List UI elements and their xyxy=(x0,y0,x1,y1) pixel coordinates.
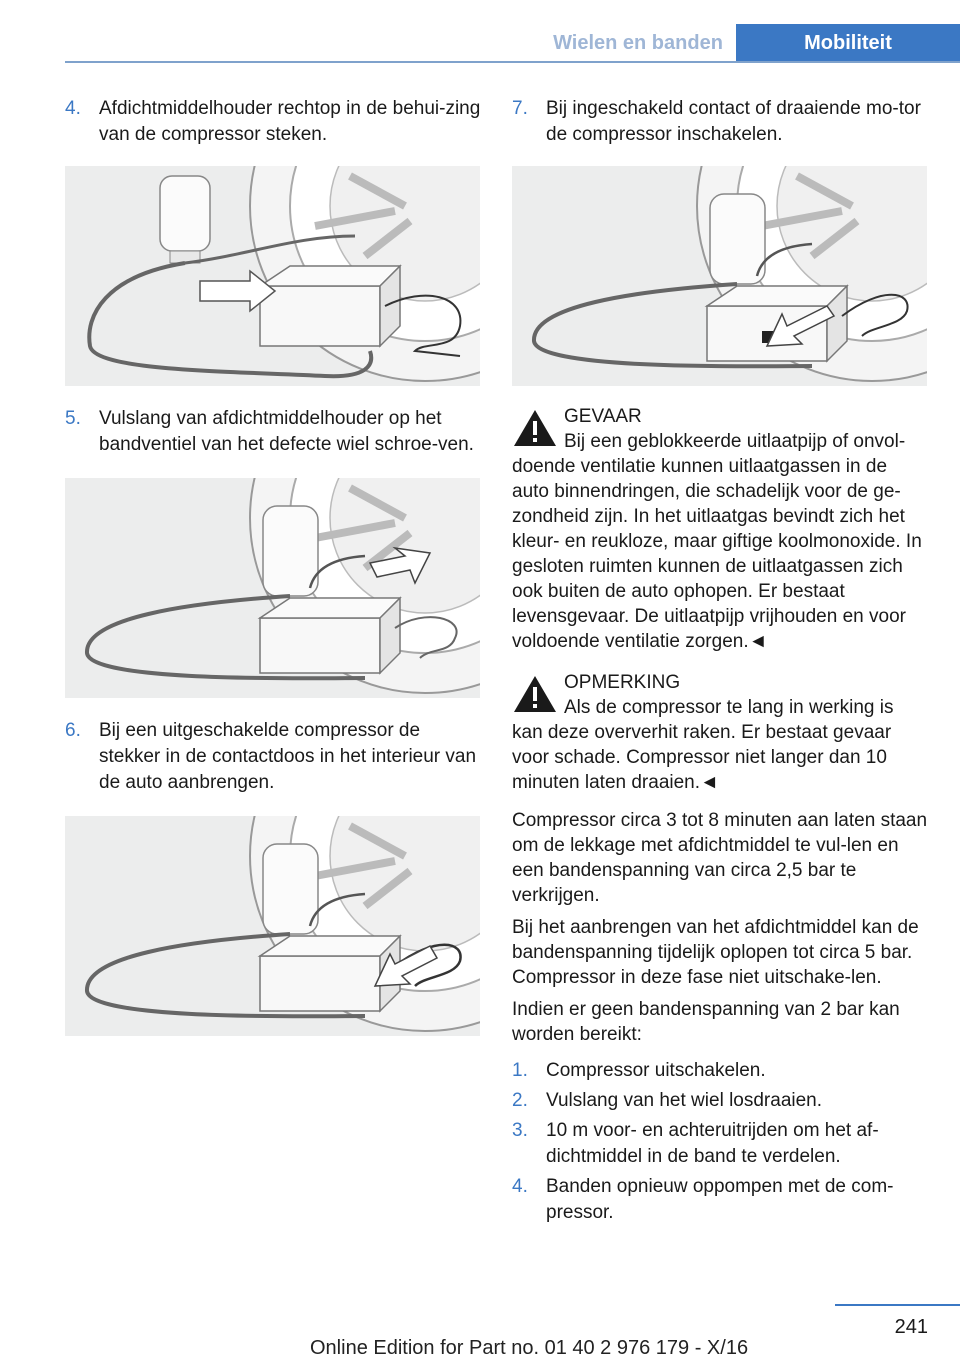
figure-switch-on xyxy=(512,166,927,386)
step-text: Bij ingeschakeld contact of draaiende mo-tor de compressor inschakelen. xyxy=(546,98,921,145)
step-number: 7. xyxy=(512,98,528,119)
step-4 xyxy=(65,96,481,148)
page-header xyxy=(0,0,960,64)
note-title: OPMERKING xyxy=(564,672,681,693)
warning-body: doende ventilatie kunnen uitlaatgassen in de auto binnendringen, die schadelijk voor de ge-zondheid zijn. In het uitlaatgas bevindt zich het kleur- en reukloze, maar giftige koolmonoxide. In gesloten ruimten kunnen de uitlaatgassen zich ook buiten de auto ophopen. Er bestaat levensgevaar. De uitlaatpijp vrijhouden en voor voldoende ventilatie zorgen.◄ xyxy=(512,456,922,652)
step-6 xyxy=(65,718,481,796)
left-column xyxy=(65,96,481,1036)
step-text: Banden opnieuw oppompen met de com-pressor. xyxy=(546,1176,894,1223)
step-text: 10 m voor- en achteruitrijden om het af-dichtmiddel in de band te verdelen. xyxy=(546,1120,879,1167)
step-text: Bij een uitgeschakelde compressor de stekker in de contactdoos in het interieur van de auto aanbrengen. xyxy=(99,720,477,793)
step-7 xyxy=(512,96,928,148)
figure-connect-hose xyxy=(65,478,480,698)
sub-step-3 xyxy=(512,1118,928,1170)
step-text: Afdichtmiddelhouder rechtop in de behui-zing van de compressor steken. xyxy=(99,98,481,145)
figure-insert-canister xyxy=(65,166,480,386)
header-rule xyxy=(65,61,960,63)
step-number: 4. xyxy=(512,1176,528,1197)
step-number: 2. xyxy=(512,1090,528,1111)
step-number: 1. xyxy=(512,1060,528,1081)
sub-step-list xyxy=(512,1058,928,1226)
step-5 xyxy=(65,406,481,458)
step-text: Compressor uitschakelen. xyxy=(546,1060,766,1081)
edition-note: Online Edition for Part no. 01 40 2 976 179 - X/16 xyxy=(310,1337,749,1359)
warning-first-line: Bij een geblokkeerde uitlaatpijp of onvol- xyxy=(564,431,906,452)
danger-warning xyxy=(512,404,928,654)
page-number: 241 xyxy=(894,1316,928,1338)
paragraph-no-pressure: Indien er geen bandenspanning van 2 bar kan worden bereikt: xyxy=(512,999,900,1045)
step-number: 3. xyxy=(512,1120,528,1141)
paragraph-compressor-duration: Compressor circa 3 tot 8 minuten aan laten staan om de lekkage met afdichtmiddel te vul-len en een bandenspanning van circa 2,5 bar te verkrijgen. xyxy=(512,810,928,906)
note-body: kan deze oververhit raken. Er bestaat gevaar voor schade. Compressor niet langer dan 10 minuten laten draaien.◄ xyxy=(512,722,892,793)
step-number: 4. xyxy=(65,98,81,119)
warning-triangle-icon xyxy=(512,408,558,448)
right-column xyxy=(512,96,928,1226)
footer-rule xyxy=(835,1304,960,1306)
section-tab[interactable]: Wielen en banden xyxy=(553,32,723,54)
sub-step-1 xyxy=(512,1058,928,1084)
step-number: 6. xyxy=(65,720,81,741)
note-first-line: Als de compressor te lang in werking is xyxy=(564,697,894,718)
note-warning xyxy=(512,670,928,795)
paragraph-pressure-rise: Bij het aanbrengen van het afdichtmiddel kan de bandenspanning tijdelijk oplopen tot circa 5 bar. Compressor in deze fase niet uitschake-len. xyxy=(512,917,919,988)
chapter-tab[interactable]: Mobiliteit xyxy=(736,24,960,63)
warning-title: GEVAAR xyxy=(564,406,642,427)
step-text: Vulslang van het wiel losdraaien. xyxy=(546,1090,823,1111)
step-text: Vulslang van afdichtmiddelhouder op het bandventiel van het defecte wiel schroe-ven. xyxy=(99,408,474,455)
sub-step-2 xyxy=(512,1088,928,1114)
warning-triangle-icon xyxy=(512,674,558,714)
sub-step-4 xyxy=(512,1174,928,1226)
figure-plug-socket xyxy=(65,816,480,1036)
step-number: 5. xyxy=(65,408,81,429)
